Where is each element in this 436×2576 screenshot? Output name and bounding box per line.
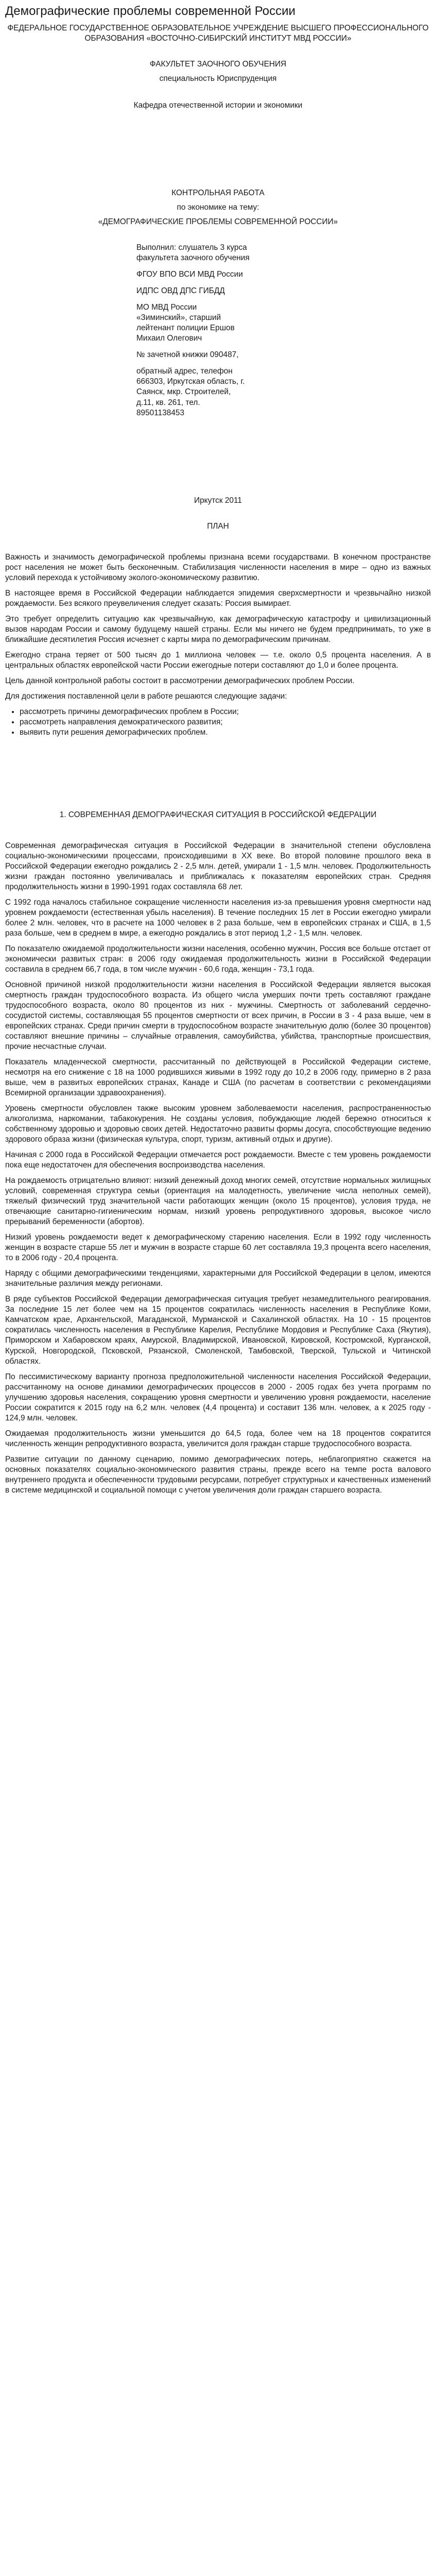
section-paragraph: По показателю ожидаемой продолжительности жизни населения, особенно мужчин, Россия все больше отстает от экономически развитых стран: в 2006 году ожидаемая продолжительность жизни в Российской Федерации составила в среднем 66,7 года, в том числе мужчин - 60,6 года, женщин - 73,1 года.: [5, 944, 431, 974]
faculty-name: ФАКУЛЬТЕТ ЗАОЧНОГО ОБУЧЕНИЯ: [149, 60, 287, 69]
section-paragraph: С 1992 года началось стабильное сокращение численности населения из-за превышения уровня смертности над уровнем рождаемости (естественная убыль населения). В течение последних 15 лет в России ежегодно умирали более 2 млн. человек, что в расчете на 1000 человек в 2 раза больше, чем в европейских странах и США, в 1,5 раза больше, чем в среднем в мире, а ежегодно рождались в этот период 1,2 - 1,5 млн. человек.: [5, 897, 431, 938]
work-subject: по экономике на тему:: [177, 203, 259, 212]
section-paragraph: По пессимистическому варианту прогноза предположительной численности населения Российской Федерации, рассчитанному на основе динамики демографических процессов в 2000 - 2005 годах без учета программ по улучшению здоровья населения, сокращению уровня смертности и увеличению уровня рождаемости, население России сократится к 2015 году на 6,2 млн. человек (4,4 процента) и составит 136 млн. человек, а к 2025 году - 124,9 млн. человек.: [5, 1372, 431, 1422]
section-paragraph: Ожидаемая продолжительность жизни уменьшится до 64,5 года, более чем на 18 процентов сократится численность женщин репродуктивного возраста, увеличится доля граждан старше трудоспособного возраста.: [5, 1429, 431, 1448]
section-paragraph: Современная демографическая ситуация в Российской Федерации в значительной степени обусловлена социально-экономическими процессами, происходившими в XX веке. Во второй половине прошлого века в Российской Федерации ежегодно рождались 2 - 2,5 млн. детей, умирали 1 - 1,5 млн. человек. Продолжительность жизни граждан постоянно увеличивалась и приближалась к показателям европейских стран. Средняя продолжительность жизни в 1990-1991 годах составляла 68 лет.: [5, 841, 431, 891]
task-item: • рассмотреть направления демократического развития;: [20, 717, 431, 727]
section-paragraph: Показатель младенческой смертности, рассчитанный по действующей в Российской Федерации системе, несмотря на его снижение с 18 на 1000 родившихся живыми в 1992 году до 10,2 в 2006 году, примерно в 2 раза выше, чем в развитых европейских странах, Канаде и США (по расчетам в соответствии с рекомендациями Всемирной организации здравоохранения).: [5, 1058, 431, 1098]
author-line-record-book: № зачетной книжки 090487,: [136, 350, 239, 360]
section-1-body: [5, 841, 431, 1496]
plan-title: ПЛАН: [207, 521, 229, 531]
section-paragraph: Уровень смертности обусловлен также высоким уровнем заболеваемости населения, распространенностью алкоголизма, наркомании, табакокурения. Не созданы условия, побуждающие людей бережно относиться к собственному здоровью и здоровью своих детей. Недостаточно развиты формы досуга, способствующие ведению здорового образа жизни (физическая культура, спорт, туризм, активный отдых и другие).: [5, 1104, 431, 1144]
intro-paragraph: В настоящее время в Российской Федерации наблюдается эпидемия сверхсмертности и чрезвычайно низкой рождаемости. Без всякого преувеличения следует сказать: Россия вымирает.: [5, 588, 431, 608]
section-paragraph: Низкий уровень рождаемости ведет к демографическому старению населения. Если в 1992 году численность женщин в возрасте старше 55 лет и мужчин в возрасте старше 60 лет составляла 19,3 процента всего населения, то в 2006 году - 20,4 процента.: [5, 1233, 431, 1263]
section-paragraph: На рождаемость отрицательно влияют: низкий денежный доход многих семей, отсутствие нормальных жилищных условий, современная структура семьи (ориентация на малодетность, увеличение числа неполных семей), тяжелый физический труд значительной части работающих женщин (около 15 процентов), условия труда, не отвечающие санитарно-гигиеническим нормам, низкий уровень репродуктивного здоровья, высокое число прерываний беременности (абортов).: [5, 1176, 431, 1227]
author-line-institute: ФГОУ ВПО ВСИ МВД России: [136, 270, 243, 279]
work-type: КОНТРОЛЬНАЯ РАБОТА: [171, 189, 265, 198]
intro-paragraph: Это требует определить ситуацию как чрезвычайную, как демографическую катастрофу и цивилизационный вызов народам России и самому будущему нашей страны. Если мы ничего не будем предпринимать, то уже в ближайшие десятилетия Россия исчезнет с карты мира по демографическим причинам.: [5, 614, 431, 644]
document-page: [0, 3, 436, 1511]
section-paragraph: В ряде субъектов Российской Федерации демографическая ситуация требует незамедлительного реагирования. За последние 15 лет более чем на 15 процентов сократилась численность населения в Республике Коми, Камчатском крае, Архангельской, Магаданской, Мурманской и Сахалинской областях. На 10 - 15 процентов сократилась численность населения в Республике Карелия, Республике Мордовия и Республике Саха (Якутия), Приморском и Хабаровском краях, Амурской, Владимирской, Ивановской, Кировской, Костромской, Курганской, Курской, Новгородской, Псковской, Рязанской, Смоленской, Тамбовской, Тверской, Тульской и Читинской областях.: [5, 1295, 431, 1366]
intro-paragraph: Ежегодно страна теряет от 500 тысяч до 1 миллиона человек — т.е. около 0,5 процента населения. А в центральных областях европейской части России ежегодные потери составляют до 1,0 и более процента.: [5, 650, 431, 670]
section-paragraph: Начиная с 2000 года в Российской Федерации отмечается рост рождаемости. Вместе с тем уровень рождаемости пока еще недостаточен для обеспечения воспроизводства населения.: [5, 1150, 431, 1170]
institution-name: ФЕДЕРАЛЬНОЕ ГОСУДАРСТВЕННОЕ ОБРАЗОВАТЕЛЬНОЕ УЧРЕЖДЕНИЕ ВЫСШЕГО ПРОФЕССИОНАЛЬНОГО ОБРАЗОВАНИЯ «ВОСТОЧНО-СИБИРСКИЙ ИНСТИТУТ МВД РОССИИ»: [7, 24, 429, 43]
section-1-heading: 1. СОВРЕМЕННАЯ ДЕМОГРАФИЧЕСКАЯ СИТУАЦИЯ В РОССИЙСКОЙ ФЕДЕРАЦИИ: [59, 810, 377, 819]
intro-paragraph: Цель данной контрольной работы состоит в рассмотрении демографических проблем России.: [5, 676, 355, 685]
task-item: • выявить пути решения демографических проблем.: [20, 727, 431, 738]
department-name: Кафедра отечественной истории и экономики: [133, 101, 303, 110]
task-list: [5, 707, 431, 738]
task-item: • рассмотреть причины демографических проблем в России;: [20, 707, 431, 717]
intro-paragraph: Важность и значимость демографической проблемы признана всеми государствами. В конечном пространстве рост населения не может быть бесконечным. Стабилизация численности населения в мире – одно из важных условий перехода к устойчивому эколого-экономическому развитию.: [5, 552, 431, 582]
author-line-unit: ИДПС ОВД ДПС ГИБДД: [136, 286, 225, 296]
author-line-name: МО МВД России «Зиминский», старший лейтенант полиции Ершов Михаил Олегович: [136, 303, 235, 343]
introduction: [5, 552, 431, 738]
city-year: Иркутск 2011: [194, 496, 242, 505]
author-info: [136, 243, 250, 418]
author-line-performer: Выполнил: слушатель 3 курса факультета заочного обучения: [136, 243, 250, 263]
author-line-address: обратный адрес, телефон 666303, Иркутская область, г. Саянск, мкр. Строителей, д.11, кв. 261, тел. 89501138453: [136, 367, 245, 417]
section-paragraph: Развитие ситуации по данному сценарию, помимо демографических потерь, неблагоприятно скажется на основных показателях социально-экономического развития страны, прежде всего на темпе роста валового внутреннего продукта и обеспеченности трудовыми ресурсами, потребует структурных и качественных изменений в системе медицинской и социальной помощи с учетом увеличения доли граждан старшего возраста.: [5, 1454, 431, 1495]
section-paragraph: Наряду с общими демографическими тенденциями, характерными для Российской Федерации в целом, имеются значительные различия между регионами.: [5, 1269, 431, 1289]
intro-paragraph: Для достижения поставленной цели в работе решаются следующие задачи:: [5, 691, 287, 701]
section-paragraph: Основной причиной низкой продолжительности жизни населения в Российской Федерации является высокая смертность граждан трудоспособного возраста. Из общего числа умерших почти треть составляют граждане трудоспособного возраста, около 80 процентов из них - мужчины. Смертность от заболеваний сердечно-сосудистой системы, составляющая 55 процентов смертности от всех причин, в России в 3 - 4 раза выше, чем в европейских странах. Среди причин смерти в трудоспособном возрасте значительную долю (более 30 процентов) составляют внешние причины – случайные отравления, самоубийства, убийства, транспортные происшествия, прочие несчастные случаи.: [5, 980, 431, 1052]
title-page: [5, 23, 431, 505]
work-topic: «ДЕМОГРАФИЧЕСКИЕ ПРОБЛЕМЫ СОВРЕМЕННОЙ РОССИИ»: [98, 217, 338, 227]
page-title: Демографические проблемы современной России: [5, 4, 295, 18]
speciality: специальность Юриспруденция: [159, 74, 277, 83]
